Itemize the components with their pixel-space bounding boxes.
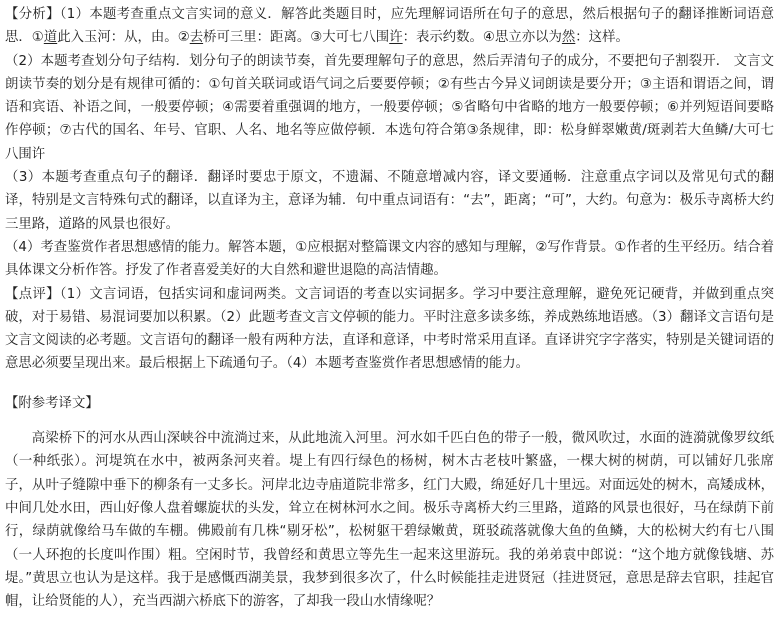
reference-translation: 高梁桥下的河水从西山深峡谷中流淌过来，从此地流入河里。河水如千匹白色的带子一般，微风吹过，水面的涟漪就像罗纹纸（一种纸张）。河堤筑在水中，被两条河夹着。堤上有四行绿色的杨树，树木古老枝叶繁盛，一棵大树的树荫，可以铺好几张席子，从叶子缝隙中垂下的柳条有一丈多长。河岸北边寺庙道院非常多，红门大殿，绵延好几十里远。对面远处的树木，高矮成林，中间几处水田，西山好像人盘着螺旋状的头发，耸立在树林河水之间。极乐寺离桥大约三里路，道路的风景也很好，马在绿荫下前行，绿荫就像给马车做的车棚。佛殿前有几株“剔牙松”，松树躯干碧绿嫩黄，斑驳疏落就像大鱼的鱼鳞，大的松树大约有七八围（一人环抱的长度叫作围）粗。空闲时节，我曾经和黄思立等先生一起来这里游玩。我的弟弟袁中郎说：“这个地方就像钱塘、苏堤。”黄思立也认为是这样。我于是感慨西湖美景，我梦到很多次了，什么时候能挂走进贤冠（挂进贤冠，意思是辞去官职，挂起官帽，让给贤能的人），充当西湖六桥底下的游客，了却我一段山水情缘呢？ [5, 431, 774, 610]
underlined-word-dao: 道 [43, 30, 58, 46]
underlined-word-ran: 然 [561, 30, 576, 46]
analysis-1-text-3: ：表示约数。④思立亦以为 [402, 30, 562, 46]
analysis-1-text-4: ：这样。 [575, 30, 629, 46]
analysis-paragraph-1 [5, 3, 774, 50]
analysis-1-text-1: 此入玉河：从，由。② [57, 30, 190, 46]
underlined-word-qu: 去 [189, 30, 204, 46]
analysis-paragraph-4: （4）考查鉴赏作者思想感情的能力。解答本题，①应根据对整篇课文内容的感知与理解，②写作背景。①作者的生平经历。结合着具体课文分析作答。抒发了作者喜爱美好的大自然和避世退隐的高洁情趣。 [5, 239, 774, 279]
section-spacer [5, 376, 774, 392]
underlined-word-xu: 许 [389, 30, 403, 46]
analysis-paragraph-3: （3）本题考查重点句子的翻译．翻译时要忠于原文，不遗漏、不随意增减内容，译文要通畅．注意重点字词以及常见句式的翻译，特别是文言特殊句式的翻译，以直译为主，意译为辅．句中重点词语有：“去”，距离；“可”，大约。句意为：极乐寺离桥大约三里路，道路的风景也很好。 [5, 170, 774, 232]
reference-heading: 【附参考译文】 [5, 395, 99, 411]
analysis-paragraph-2: （2）本题考查划分句子结构．划分句子的朗读节奏，首先要理解句子的意思，然后弄清句子的成分，不要把句子割裂开． 文言文朗读节奏的划分是有规律可循的：①句首关联词或语气词之后要要停顿；②有些古今异义词朗读是要分开；③主语和谓语之间，谓语和宾语、补语之间，一般要停顿；④需要着重强调的地方，一般要停顿；⑤省略句中省略的地方一般要停顿；⑥并列短语间要略作停顿；⑦古代的国名、年号、官职、人名、地名等应做停顿．本选句符合第③条规律，即：松身鲜翠嫩黄/斑剥若大鱼鳞/大可七八围许 [5, 53, 774, 162]
comment-paragraph: 【点评】（1）文言词语，包括实词和虚词两类。文言词语的考查以实词据多。学习中要注意理解，避免死记硬背，并做到重点突破，对于易错、易混词要加以积累。（2）此题考查文言文停顿的能力。平时注意多读多练，养成熟练地语感。（3）翻译文言语句是文言文阅读的必考题。文言语句的翻译一般有两种方法，直译和意译，中考时常采用直译。直译讲究字字落实，特别是关键词语的意思必须要呈现出来。最后根据上下疏通句子。（4）本题考查鉴赏作者思想感情的能力。 [5, 286, 774, 372]
analysis-1-head: 【分析】（1）本题考查重点文言实词的意义．解答此类题目时，应先理解词语所在句子的意思，然后根据句子的翻译推断词语意思．① [5, 7, 774, 46]
section-spacer [5, 415, 774, 427]
analysis-1-text-2: 桥可三里：距离。③大可七八围 [203, 30, 390, 46]
